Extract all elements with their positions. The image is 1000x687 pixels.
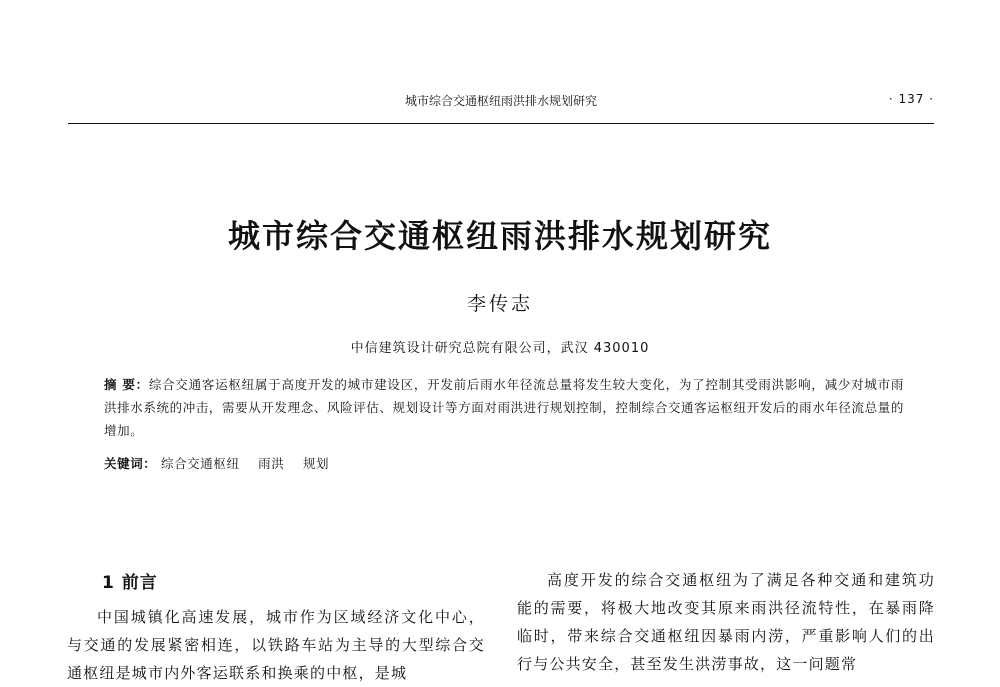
keyword-item: 雨洪	[258, 456, 285, 471]
left-column	[67, 603, 485, 687]
author-name: 李传志	[466, 293, 533, 315]
keyword-item: 规划	[302, 456, 330, 471]
author-affiliation: 中信建筑设计研究总院有限公司，武汉 430010	[350, 341, 650, 356]
keywords-label: 关键词：	[104, 456, 157, 471]
running-header	[68, 88, 934, 110]
body-paragraph: 中国城镇化高速发展，城市作为区域经济文化中心，与交通的发展紧密相连，以铁路车站为主导的大型综合交通枢纽是城市内外客运联系和换乘的中枢，是城	[67, 608, 485, 682]
keyword-item: 综合交通枢纽	[160, 456, 240, 471]
abstract-text: 综合交通客运枢纽属于高度开发的城市建设区，开发前后雨水年径流总量将发生较大变化，为了控制其受雨洪影响，减少对城市雨洪排水系统的冲击，需要从开发理念、风险评估、规划设计等方面对雨洪进行规划控制，控制综合交通客运枢纽开发后的雨水年径流总量的增加。	[104, 377, 904, 438]
running-title: 城市综合交通枢纽雨洪排水规划研究	[404, 94, 597, 108]
section-heading-introduction: 1 前言	[102, 573, 158, 593]
body-paragraph: 高度开发的综合交通枢纽为了满足各种交通和建筑功能的需要，将极大地改变其原来雨洪径流特性，在暴雨降临时，带来综合交通枢纽因暴雨内涝，严重影响人们的出行与公共安全，甚至发生洪涝事故，这一问题常	[517, 571, 935, 673]
paper-title: 城市综合交通枢纽雨洪排水规划研究	[227, 217, 772, 255]
header-divider	[68, 123, 934, 124]
abstract-label: 摘 要：	[104, 377, 149, 392]
right-column	[517, 566, 935, 678]
page-number: · 137 ·	[888, 92, 934, 106]
abstract	[104, 373, 904, 442]
keywords	[104, 454, 343, 472]
